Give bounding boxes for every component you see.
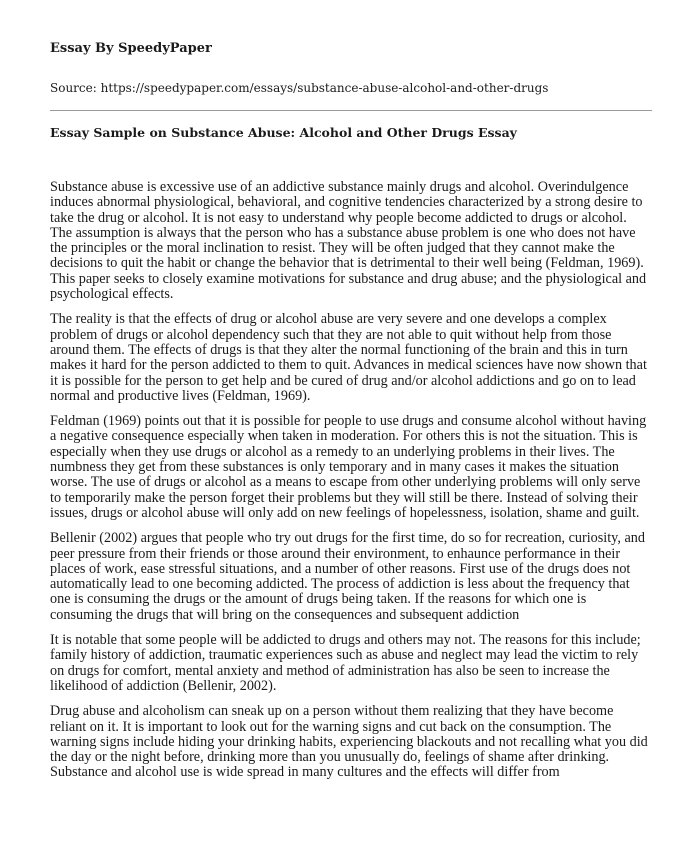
essay-paragraph: The reality is that the effects of drug or alcohol abuse are very severe and one develops a complex problem of drugs or alcohol dependency such that they are not able to quit without help from those around them. The effects of drugs is that they alter the normal functioning of the brain and this in turn makes it hard for the person addicted to them to quit. Advances in medical sciences have now shown that it is possible for the person to get help and be cured of drug and/or alcohol addictions and go on to lead normal and productive lives (Feldman, 1969). <box>50 311 647 404</box>
brand-heading: Essay By SpeedyPaper <box>50 41 212 56</box>
source-line: Source: https://speedypaper.com/essays/substance-abuse-alcohol-and-other-drugs <box>50 81 549 95</box>
essay-paragraph: It is notable that some people will be addicted to drugs and others may not. The reasons for this include; family history of addiction, traumatic experiences such as abuse and neglect may lead the victim to rely on drugs for comfort, mental anxiety and method of administration has also be seen to increase the likelihood of addiction (Bellenir, 2002). <box>50 632 641 694</box>
essay-paragraph: Feldman (1969) points out that it is possible for people to use drugs and consume alcohol without having a negative consequence especially when taken in moderation. For others this is not the situation. This is especially when they use drugs or alcohol as a remedy to an underlying problems in their lives. The numbness they get from these substances is only temporary and in many cases it makes the situation worse. The use of drugs or alcohol as a means to escape from other underlying problems will only serve to temporarily make the person forget their problems but they will still be there. Instead of solving their issues, drugs or alcohol abuse will only add on new feelings of hopelessness, isolation, shame and guilt. <box>50 413 647 521</box>
essay-paragraph: Bellenir (2002) argues that people who try out drugs for the first time, do so for recreation, curiosity, and peer pressure from their friends or those around their environment, to enhaunce performance in their places of work, ease stressful situations, and a number of other reasons. First use of the drugs does not automatically lead to one becoming addicted. The process of addiction is less about the frequency that one is consuming the drugs or the amount of drugs being taken. If the reasons for which one is consuming the drugs that will bring on the consequences and subsequent addiction <box>50 530 645 623</box>
header-divider <box>50 110 652 111</box>
document-page <box>50 40 650 791</box>
essay-title: Essay Sample on Substance Abuse: Alcohol and Other Drugs Essay <box>50 125 517 140</box>
essay-paragraph: Drug abuse and alcoholism can sneak up on a person without them realizing that they have become reliant on it. It is important to look out for the warning signs and cut back on the consumption. The warning signs include hiding your drinking habits, experiencing blackouts and not recalling what you did the day or the night before, drinking more than you unusually do, feelings of shame after drinking. Substance and alcohol use is wide spread in many cultures and the effects will differ from <box>50 703 648 781</box>
essay-paragraph: Substance abuse is excessive use of an addictive substance mainly drugs and alcohol. Overindulgence induces abnormal physiological, behavioral, and cognitive tendencies characterized by a strong desire to take the drug or alcohol. It is not easy to understand why people become addicted to drugs or alcohol. The assumption is always that the person who has a substance abuse problem is one who does not have the principles or the moral inclination to resist. They will be often judged that they cannot make the decisions to quit the habit or change the behavior that is detrimental to their well being (Feldman, 1969). This paper seeks to closely examine motivations for substance and drug abuse; and the physiological and psychological effects. <box>50 179 647 303</box>
essay-body <box>50 180 650 781</box>
